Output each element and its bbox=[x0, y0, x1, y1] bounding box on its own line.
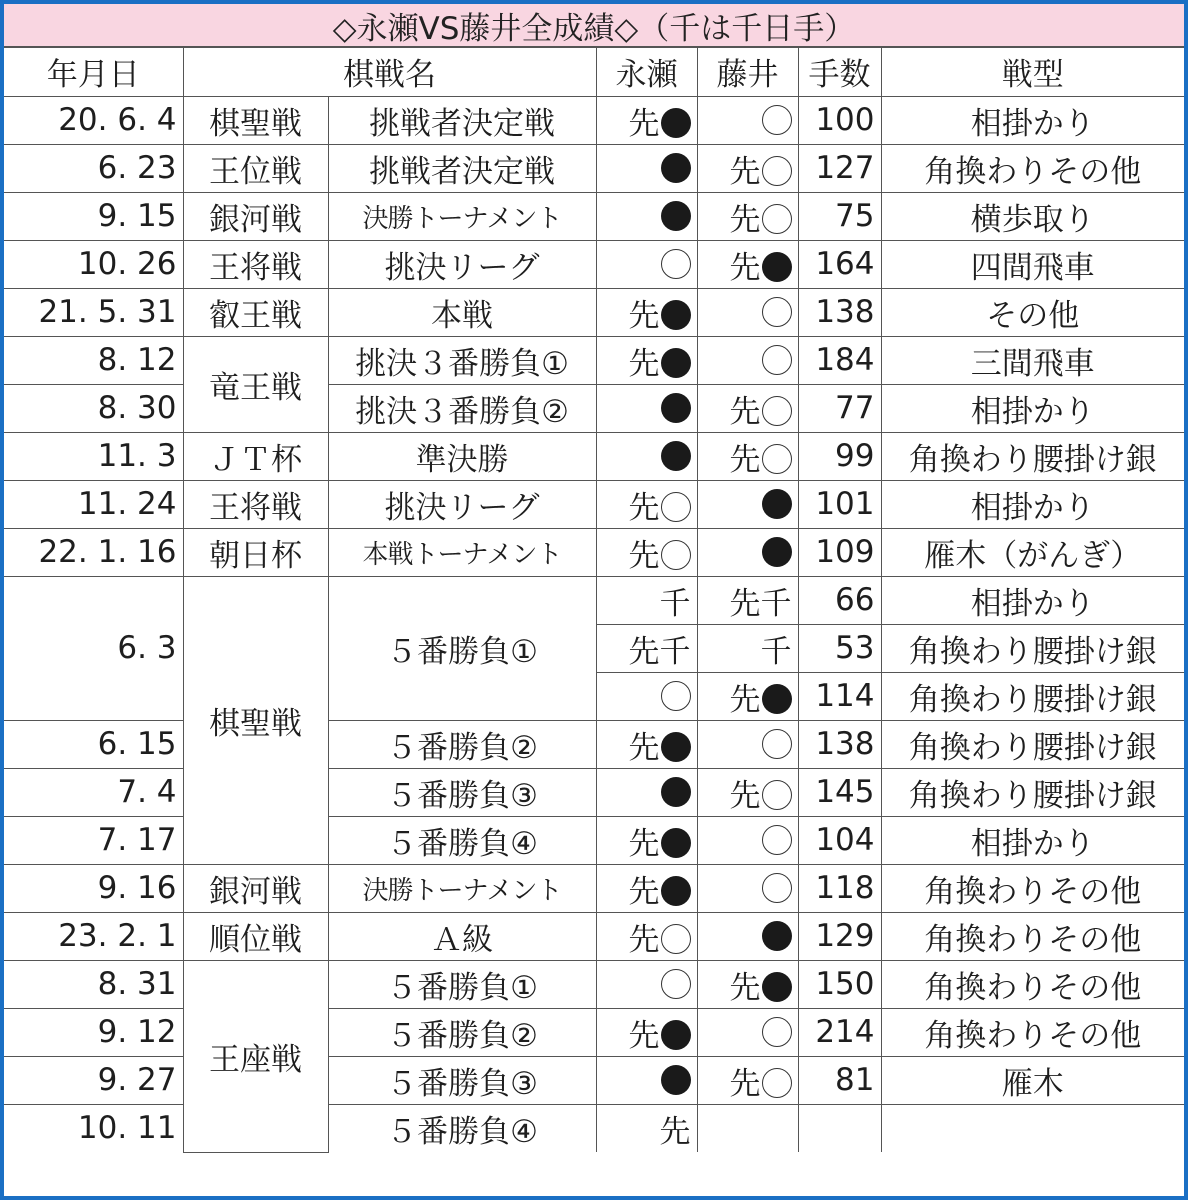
loss-mark-icon bbox=[762, 105, 792, 135]
first-move-label: 先 bbox=[729, 681, 761, 718]
opening-cell: 角換わり腰掛け銀 bbox=[881, 624, 1184, 672]
opening-cell: 横歩取り bbox=[881, 192, 1184, 240]
opening-cell: 雁木 bbox=[881, 1056, 1184, 1104]
stage-cell: 挑決３番勝負① bbox=[328, 336, 596, 384]
nagase-result bbox=[596, 144, 697, 192]
table-row bbox=[4, 1056, 1184, 1104]
nagase-result bbox=[596, 816, 697, 864]
loss-mark-icon bbox=[661, 540, 691, 570]
opening-cell: 相掛かり bbox=[881, 816, 1184, 864]
moves-cell: 77 bbox=[798, 384, 881, 432]
first-move-label: 先 bbox=[729, 393, 761, 430]
moves-cell: 150 bbox=[798, 960, 881, 1008]
date-cell: 7. 17 bbox=[4, 816, 183, 864]
first-move-label: 先 bbox=[628, 1017, 660, 1054]
win-mark-icon bbox=[661, 108, 691, 138]
stage-cell: ５番勝負③ bbox=[328, 1056, 596, 1104]
fujii-result bbox=[697, 240, 798, 288]
first-move-label: 先 bbox=[628, 729, 660, 766]
loss-mark-icon bbox=[762, 873, 792, 903]
fujii-result bbox=[697, 720, 798, 768]
table-row bbox=[4, 288, 1184, 336]
table-row bbox=[4, 816, 1184, 864]
win-mark-icon bbox=[661, 1020, 691, 1050]
first-move-label: 先 bbox=[729, 777, 761, 814]
date-cell: 6. 15 bbox=[4, 720, 183, 768]
moves-cell: 129 bbox=[798, 912, 881, 960]
opening-cell: 角換わり腰掛け銀 bbox=[881, 432, 1184, 480]
first-move-label: 先 bbox=[628, 825, 660, 862]
date-cell: 20. 6. 4 bbox=[4, 96, 183, 144]
fujii-result bbox=[697, 864, 798, 912]
moves-cell: 101 bbox=[798, 480, 881, 528]
win-mark-icon bbox=[762, 252, 792, 282]
moves-cell: 100 bbox=[798, 96, 881, 144]
stage-cell: ５番勝負① bbox=[328, 960, 596, 1008]
tournament-cell: 王将戦 bbox=[183, 480, 328, 528]
nagase-result bbox=[596, 720, 697, 768]
nagase-result bbox=[596, 192, 697, 240]
fujii-result bbox=[697, 480, 798, 528]
win-mark-icon bbox=[661, 828, 691, 858]
moves-cell: 138 bbox=[798, 720, 881, 768]
date-cell: 9. 12 bbox=[4, 1008, 183, 1056]
win-mark-icon bbox=[762, 972, 792, 1002]
first-move-label: 先 bbox=[659, 1113, 691, 1150]
loss-mark-icon bbox=[762, 204, 792, 234]
table-row bbox=[4, 384, 1184, 432]
first-move-label: 先 bbox=[628, 297, 660, 334]
moves-cell: 81 bbox=[798, 1056, 881, 1104]
tournament-cell: 叡王戦 bbox=[183, 288, 328, 336]
fujii-result bbox=[697, 816, 798, 864]
loss-mark-icon bbox=[762, 444, 792, 474]
loss-mark-icon bbox=[661, 681, 691, 711]
header-fujii: 藤井 bbox=[697, 48, 798, 96]
nagase-result bbox=[596, 1056, 697, 1104]
table-row bbox=[4, 576, 1184, 624]
nagase-result bbox=[596, 96, 697, 144]
nagase-result bbox=[596, 240, 697, 288]
nagase-result bbox=[596, 1104, 697, 1152]
tournament-cell: 朝日杯 bbox=[183, 528, 328, 576]
header-tournament: 棋戦名 bbox=[183, 48, 596, 96]
loss-mark-icon bbox=[762, 297, 792, 327]
stage-cell: 挑決リーグ bbox=[328, 480, 596, 528]
moves-cell: 53 bbox=[798, 624, 881, 672]
first-move-label: 先 bbox=[729, 441, 761, 478]
tournament-cell: 順位戦 bbox=[183, 912, 328, 960]
tournament-cell: 棋聖戦 bbox=[183, 576, 328, 864]
date-cell: 6. 3 bbox=[4, 576, 183, 720]
moves-cell bbox=[798, 1104, 881, 1152]
tournament-cell: 銀河戦 bbox=[183, 864, 328, 912]
stage-cell: 本戦 bbox=[328, 288, 596, 336]
nagase-result bbox=[596, 912, 697, 960]
header-row bbox=[4, 48, 1184, 96]
fujii-result bbox=[697, 432, 798, 480]
stage-cell: 挑戦者決定戦 bbox=[328, 96, 596, 144]
fujii-result bbox=[697, 1056, 798, 1104]
tournament-cell: 王将戦 bbox=[183, 240, 328, 288]
fujii-result bbox=[697, 144, 798, 192]
moves-cell: 214 bbox=[798, 1008, 881, 1056]
date-cell: 9. 16 bbox=[4, 864, 183, 912]
nagase-result bbox=[596, 672, 697, 720]
first-move-label: 先 bbox=[628, 345, 660, 382]
win-mark-icon bbox=[661, 153, 691, 183]
date-cell: 8. 31 bbox=[4, 960, 183, 1008]
date-cell: 11. 24 bbox=[4, 480, 183, 528]
tournament-cell: 棋聖戦 bbox=[183, 96, 328, 144]
table-row bbox=[4, 432, 1184, 480]
loss-mark-icon bbox=[762, 729, 792, 759]
fujii-result bbox=[697, 96, 798, 144]
win-mark-icon bbox=[762, 684, 792, 714]
moves-cell: 138 bbox=[798, 288, 881, 336]
fujii-result bbox=[697, 768, 798, 816]
moves-cell: 104 bbox=[798, 816, 881, 864]
win-mark-icon bbox=[661, 732, 691, 762]
nagase-result bbox=[596, 480, 697, 528]
table-row bbox=[4, 1104, 1184, 1152]
fujii-result bbox=[697, 336, 798, 384]
nagase-result bbox=[596, 432, 697, 480]
nagase-result bbox=[596, 336, 697, 384]
loss-mark-icon bbox=[661, 249, 691, 279]
fujii-result bbox=[697, 288, 798, 336]
moves-cell: 118 bbox=[798, 864, 881, 912]
win-mark-icon bbox=[661, 1065, 691, 1095]
opening-cell: 角換わり腰掛け銀 bbox=[881, 672, 1184, 720]
opening-cell: 相掛かり bbox=[881, 96, 1184, 144]
loss-mark-icon bbox=[762, 1068, 792, 1098]
tournament-cell: 竜王戦 bbox=[183, 336, 328, 432]
tournament-cell: ＪＴ杯 bbox=[183, 432, 328, 480]
fujii-result: 先千 bbox=[697, 576, 798, 624]
results-table bbox=[4, 48, 1184, 1153]
date-cell: 10. 11 bbox=[4, 1104, 183, 1152]
first-move-label: 先 bbox=[628, 921, 660, 958]
date-cell: 8. 12 bbox=[4, 336, 183, 384]
opening-cell: 四間飛車 bbox=[881, 240, 1184, 288]
fujii-result bbox=[697, 192, 798, 240]
win-mark-icon bbox=[661, 777, 691, 807]
moves-cell: 184 bbox=[798, 336, 881, 384]
moves-cell: 99 bbox=[798, 432, 881, 480]
stage-cell: 挑決リーグ bbox=[328, 240, 596, 288]
first-move-label: 先 bbox=[628, 105, 660, 142]
date-cell: 23. 2. 1 bbox=[4, 912, 183, 960]
fujii-result bbox=[697, 960, 798, 1008]
date-cell: 21. 5. 31 bbox=[4, 288, 183, 336]
nagase-result: 千 bbox=[596, 576, 697, 624]
win-mark-icon bbox=[762, 921, 792, 951]
date-cell: 10. 26 bbox=[4, 240, 183, 288]
nagase-result bbox=[596, 384, 697, 432]
nagase-result bbox=[596, 960, 697, 1008]
table-row bbox=[4, 480, 1184, 528]
stage-cell: 挑決３番勝負② bbox=[328, 384, 596, 432]
opening-cell: 角換わりその他 bbox=[881, 864, 1184, 912]
fujii-result bbox=[697, 1104, 798, 1152]
win-mark-icon bbox=[661, 348, 691, 378]
loss-mark-icon bbox=[762, 396, 792, 426]
opening-cell: 角換わりその他 bbox=[881, 1008, 1184, 1056]
win-mark-icon bbox=[762, 537, 792, 567]
moves-cell: 127 bbox=[798, 144, 881, 192]
moves-cell: 75 bbox=[798, 192, 881, 240]
fujii-result bbox=[697, 1008, 798, 1056]
table-row bbox=[4, 144, 1184, 192]
moves-cell: 164 bbox=[798, 240, 881, 288]
loss-mark-icon bbox=[762, 345, 792, 375]
table-row bbox=[4, 528, 1184, 576]
opening-cell: 角換わり腰掛け銀 bbox=[881, 720, 1184, 768]
tournament-cell: 王位戦 bbox=[183, 144, 328, 192]
table-row bbox=[4, 768, 1184, 816]
tournament-cell: 王座戦 bbox=[183, 960, 328, 1152]
stage-cell: ５番勝負④ bbox=[328, 816, 596, 864]
loss-mark-icon bbox=[762, 825, 792, 855]
first-move-label: 先 bbox=[628, 537, 660, 574]
header-nagase: 永瀬 bbox=[596, 48, 697, 96]
win-mark-icon bbox=[661, 441, 691, 471]
stage-cell: ５番勝負④ bbox=[328, 1104, 596, 1152]
loss-mark-icon bbox=[762, 1017, 792, 1047]
opening-cell: 角換わりその他 bbox=[881, 144, 1184, 192]
first-move-label: 先 bbox=[729, 1065, 761, 1102]
date-cell: 11. 3 bbox=[4, 432, 183, 480]
stage-cell: 決勝トーナメント bbox=[328, 192, 596, 240]
fujii-result bbox=[697, 672, 798, 720]
moves-cell: 109 bbox=[798, 528, 881, 576]
opening-cell: 角換わりその他 bbox=[881, 960, 1184, 1008]
opening-cell: 雁木（がんぎ） bbox=[881, 528, 1184, 576]
first-move-label: 先 bbox=[729, 969, 761, 1006]
table-row bbox=[4, 864, 1184, 912]
first-move-label: 先 bbox=[628, 489, 660, 526]
tournament-cell: 銀河戦 bbox=[183, 192, 328, 240]
date-cell: 8. 30 bbox=[4, 384, 183, 432]
loss-mark-icon bbox=[661, 969, 691, 999]
first-move-label: 先 bbox=[729, 249, 761, 286]
nagase-result bbox=[596, 1008, 697, 1056]
stage-cell: 本戦トーナメント bbox=[328, 528, 596, 576]
fujii-result bbox=[697, 384, 798, 432]
loss-mark-icon bbox=[762, 156, 792, 186]
table-row bbox=[4, 1008, 1184, 1056]
opening-cell bbox=[881, 1104, 1184, 1152]
nagase-result bbox=[596, 768, 697, 816]
table-row bbox=[4, 336, 1184, 384]
opening-cell: 相掛かり bbox=[881, 384, 1184, 432]
win-mark-icon bbox=[661, 300, 691, 330]
opening-cell: 相掛かり bbox=[881, 480, 1184, 528]
opening-cell: その他 bbox=[881, 288, 1184, 336]
fujii-result bbox=[697, 912, 798, 960]
date-cell: 22. 1. 16 bbox=[4, 528, 183, 576]
date-cell: 9. 27 bbox=[4, 1056, 183, 1104]
first-move-label: 先 bbox=[729, 153, 761, 190]
loss-mark-icon bbox=[661, 492, 691, 522]
loss-mark-icon bbox=[762, 780, 792, 810]
stage-cell: 決勝トーナメント bbox=[328, 864, 596, 912]
moves-cell: 66 bbox=[798, 576, 881, 624]
moves-cell: 145 bbox=[798, 768, 881, 816]
stage-cell: Ａ級 bbox=[328, 912, 596, 960]
table-row bbox=[4, 192, 1184, 240]
opening-cell: 角換わり腰掛け銀 bbox=[881, 768, 1184, 816]
header-opening: 戦型 bbox=[881, 48, 1184, 96]
stage-cell: 挑戦者決定戦 bbox=[328, 144, 596, 192]
fujii-result bbox=[697, 528, 798, 576]
fujii-result: 千 bbox=[697, 624, 798, 672]
stage-cell: ５番勝負① bbox=[328, 576, 596, 720]
table-title: ◇永瀬VS藤井全成績◇（千は千日手） bbox=[4, 4, 1184, 48]
stage-cell: ５番勝負② bbox=[328, 1008, 596, 1056]
date-cell: 6. 23 bbox=[4, 144, 183, 192]
date-cell: 9. 15 bbox=[4, 192, 183, 240]
header-date: 年月日 bbox=[4, 48, 183, 96]
nagase-result: 先千 bbox=[596, 624, 697, 672]
table-row bbox=[4, 96, 1184, 144]
header-moves: 手数 bbox=[798, 48, 881, 96]
win-mark-icon bbox=[661, 393, 691, 423]
first-move-label: 先 bbox=[628, 873, 660, 910]
table-row bbox=[4, 912, 1184, 960]
nagase-result bbox=[596, 288, 697, 336]
stage-cell: 準決勝 bbox=[328, 432, 596, 480]
win-mark-icon bbox=[762, 489, 792, 519]
nagase-result bbox=[596, 528, 697, 576]
moves-cell: 114 bbox=[798, 672, 881, 720]
table-row bbox=[4, 720, 1184, 768]
win-mark-icon bbox=[661, 201, 691, 231]
first-move-label: 先 bbox=[729, 201, 761, 238]
opening-cell: 三間飛車 bbox=[881, 336, 1184, 384]
stage-cell: ５番勝負② bbox=[328, 720, 596, 768]
opening-cell: 角換わりその他 bbox=[881, 912, 1184, 960]
stage-cell: ５番勝負③ bbox=[328, 768, 596, 816]
loss-mark-icon bbox=[661, 924, 691, 954]
opening-cell: 相掛かり bbox=[881, 576, 1184, 624]
win-mark-icon bbox=[661, 876, 691, 906]
table-row bbox=[4, 960, 1184, 1008]
table-row bbox=[4, 240, 1184, 288]
date-cell: 7. 4 bbox=[4, 768, 183, 816]
nagase-result bbox=[596, 864, 697, 912]
